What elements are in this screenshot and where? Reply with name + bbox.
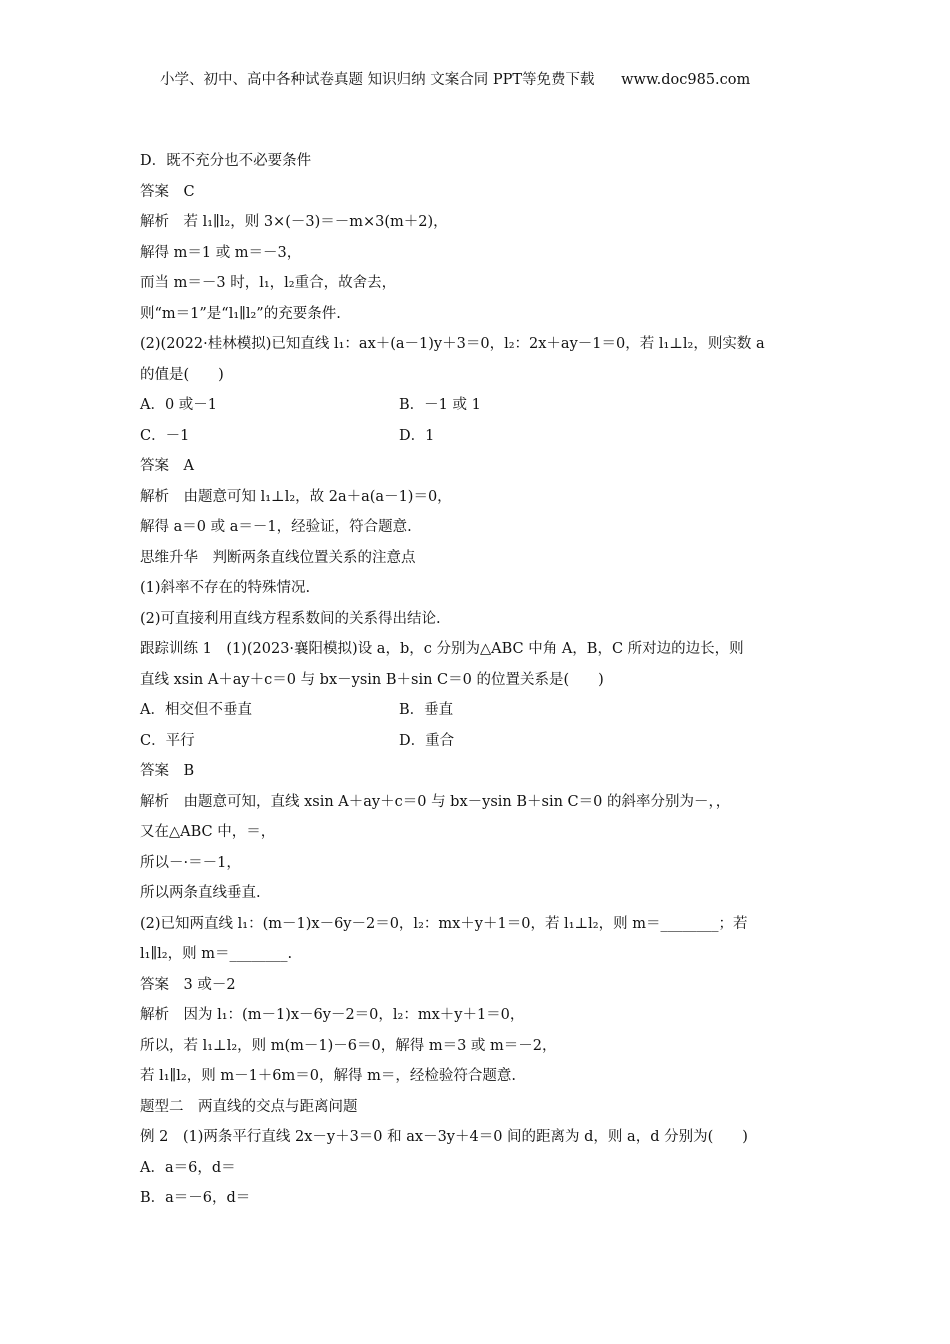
text-line: 所以－·＝－1，	[140, 854, 241, 871]
text-line: D．既不充分也不必要条件	[140, 153, 312, 169]
option-item: D．1	[399, 427, 435, 444]
option-item: C．－1	[140, 427, 190, 444]
option-item: A．0 或－1	[140, 397, 218, 413]
option-item: A．相交但不垂直	[140, 702, 252, 718]
text-line: B．a＝－6，d＝	[140, 1190, 251, 1206]
text-line	[140, 390, 820, 421]
text-line: 解析 若 l₁∥l₂，则 3×(－3)＝－m×3(m＋2)，	[140, 214, 448, 230]
text-line: 答案 3 或－2	[140, 976, 236, 993]
text-line: 若 l₁∥l₂，则 m－1＋6m＝0，解得 m＝，经检验符合题意.	[140, 1068, 516, 1084]
text-line: 跟踪训练 1 (1)(2023·襄阳模拟)设 a，b，c 分别为△ABC 中角 A，B，C 所对边的边长，则	[140, 641, 744, 657]
text-line: 思维升华 判断两条直线位置关系的注意点	[140, 549, 416, 566]
document-body	[140, 146, 820, 1214]
text-line: 解析 因为 l₁：(m－1)x－6y－2＝0，l₂：mx＋y＋1＝0，	[140, 1007, 525, 1023]
text-line: 而当 m＝－3 时，l₁，l₂重合，故舍去，	[140, 275, 397, 291]
text-line: l₁∥l₂，则 m＝________.	[140, 946, 293, 962]
page-header	[160, 68, 800, 89]
text-line: 解析 由题意可知，直线 xsin A＋ay＋c＝0 与 bx－ysin B＋sin C＝0 的斜率分别为－，，	[140, 793, 731, 810]
text-line: 解得 m＝1 或 m＝－3，	[140, 244, 302, 261]
text-line	[140, 695, 820, 726]
option-item: D．重合	[399, 732, 455, 749]
option-item: B．垂直	[399, 702, 454, 718]
text-line: 则“m＝1”是“l₁∥l₂”的充要条件.	[140, 305, 341, 322]
text-line: 又在△ABC 中，＝，	[140, 824, 276, 840]
header-site: www.doc985.com	[621, 72, 751, 88]
option-item: B．－1 或 1	[399, 397, 481, 413]
text-line: (2)已知两直线 l₁：(m－1)x－6y－2＝0，l₂：mx＋y＋1＝0，若 l₁⊥l₂，则 m＝________；若	[140, 915, 748, 932]
text-line: 例 2 (1)两条平行直线 2x－y＋3＝0 和 ax－3y＋4＝0 间的距离为 d，则 a，d 分别为( )	[140, 1129, 748, 1145]
text-line: 答案 B	[140, 763, 195, 779]
text-line	[140, 726, 820, 757]
text-line: (1)斜率不存在的特殊情况.	[140, 580, 311, 596]
text-line: A．a＝6，d＝	[140, 1159, 236, 1176]
text-line: (2)(2022·桂林模拟)已知直线 l₁：ax＋(a－1)y＋3＝0，l₂：2x＋ay－1＝0，若 l₁⊥l₂，则实数 a	[140, 336, 765, 352]
text-line: 所以，若 l₁⊥l₂，则 m(m－1)－6＝0，解得 m＝3 或 m＝－2，	[140, 1037, 557, 1054]
text-line: 的值是( )	[140, 366, 224, 383]
text-line	[140, 421, 820, 452]
text-line: 解析 由题意可知 l₁⊥l₂，故 2a＋a(a－1)＝0，	[140, 488, 452, 505]
header-text: 小学、初中、高中各种试卷真题 知识归纳 文案合同 PPT等免费下载	[160, 72, 595, 88]
text-line: 所以两条直线垂直.	[140, 885, 261, 901]
text-line: 答案 C	[140, 183, 195, 200]
text-line: 解得 a＝0 或 a＝－1，经验证，符合题意.	[140, 519, 412, 535]
option-item: C．平行	[140, 732, 195, 749]
text-line: 答案 A	[140, 458, 194, 474]
text-line: 直线 xsin A＋ay＋c＝0 与 bx－ysin B＋sin C＝0 的位置关系是( )	[140, 671, 604, 688]
text-line: 题型二 两直线的交点与距离问题	[140, 1098, 358, 1115]
text-line: (2)可直接利用直线方程系数间的关系得出结论.	[140, 610, 441, 627]
